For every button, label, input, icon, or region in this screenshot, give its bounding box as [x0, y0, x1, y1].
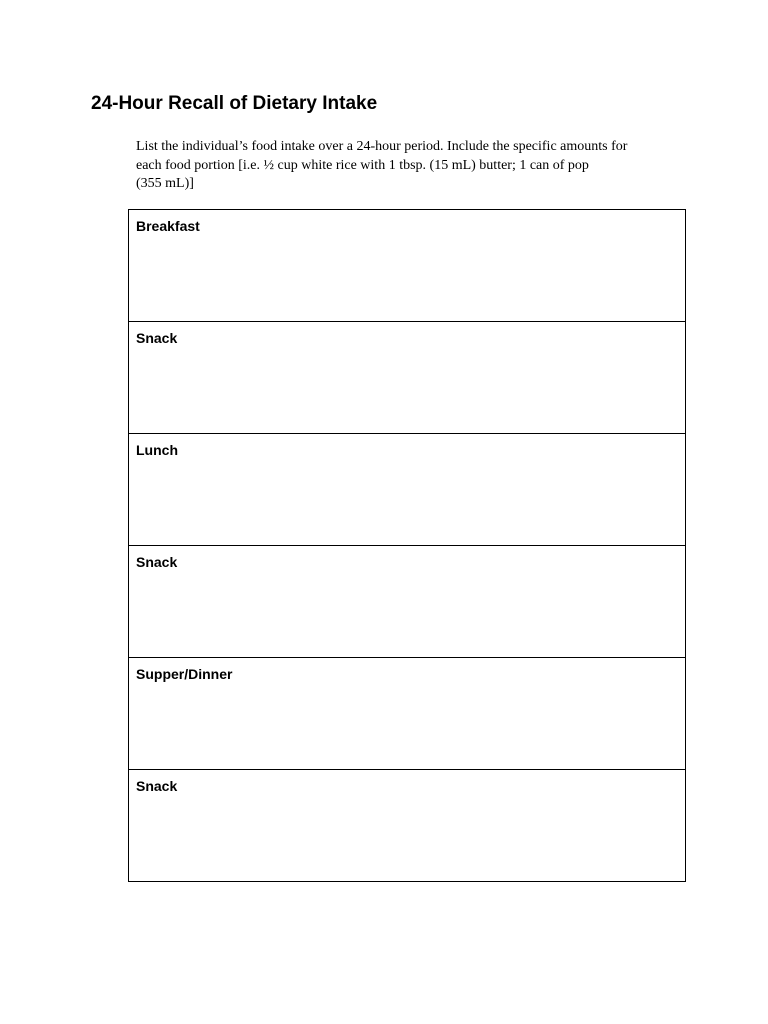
- instructions-text: [136, 138, 676, 194]
- instructions-line: List the individual’s food intake over a 24-hour period. Include the specific amounts for: [136, 139, 628, 154]
- meal-label-snack: Snack: [136, 778, 178, 794]
- meal-label-supper-dinner: Supper/Dinner: [136, 666, 233, 682]
- meal-row-supper-dinner[interactable]: [129, 657, 685, 769]
- instructions-line: each food portion [i.e. ½ cup white rice with 1 tbsp. (15 mL) butter; 1 can of pop: [136, 157, 589, 173]
- meal-label-snack: Snack: [136, 330, 178, 346]
- meal-row-morning-snack[interactable]: [129, 321, 685, 433]
- meal-row-lunch[interactable]: [129, 433, 685, 545]
- meal-row-breakfast[interactable]: [129, 210, 685, 321]
- meal-label-lunch: Lunch: [136, 442, 178, 458]
- meal-label-snack: Snack: [136, 554, 178, 570]
- meal-row-evening-snack[interactable]: [129, 769, 685, 881]
- meal-recall-table: [128, 209, 686, 882]
- meal-row-afternoon-snack[interactable]: [129, 545, 685, 657]
- meal-label-breakfast: Breakfast: [136, 218, 200, 234]
- page-title: 24-Hour Recall of Dietary Intake: [91, 93, 378, 114]
- instructions-line: (355 mL)]: [136, 176, 194, 191]
